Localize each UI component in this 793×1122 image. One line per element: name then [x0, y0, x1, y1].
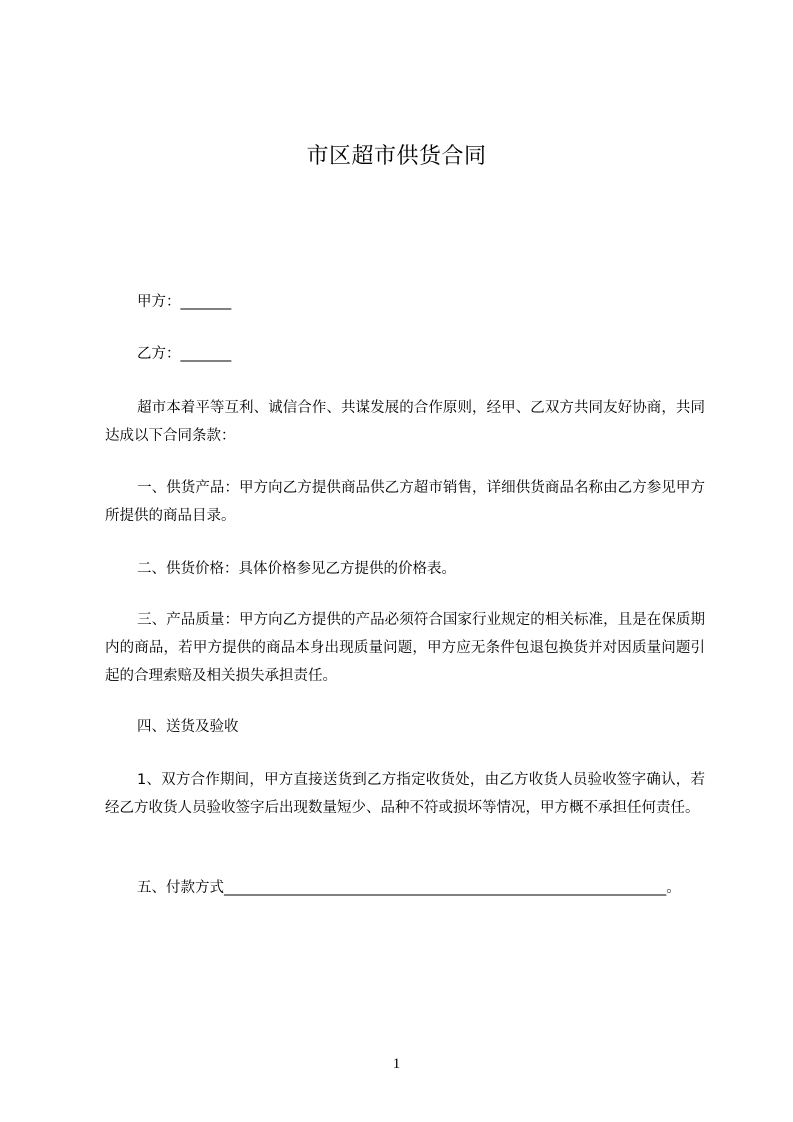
clause-4-1-paragraph	[105, 766, 705, 822]
clause-4-heading	[105, 713, 705, 741]
clause-5-paragraph	[105, 874, 705, 902]
clause-5-text: 五、付款方式_____________________________________________________________。	[137, 880, 681, 896]
clause-1-paragraph	[105, 474, 705, 530]
clause-2-paragraph	[105, 555, 705, 583]
intro-text: 超市本着平等互利、诚信合作、共谋发展的合作原则，经甲、乙双方共同友好协商，共同达成以下合同条款：	[105, 400, 705, 444]
party-b-text: 乙方：_______	[137, 346, 232, 362]
clause-1-text: 一、供货产品：甲方向乙方提供商品供乙方超市销售，详细供货商品名称由乙方参见甲方所提供的商品目录。	[105, 480, 705, 524]
document-title: 市区超市供货合同	[306, 144, 487, 169]
page-number: 1	[392, 1056, 401, 1072]
party-a-line	[105, 288, 705, 316]
clause-2-text: 二、供货价格：具体价格参见乙方提供的价格表。	[137, 561, 456, 577]
party-a-text: 甲方：_______	[137, 294, 232, 310]
party-b-line	[105, 340, 705, 368]
clause-3-text: 三、产品质量：甲方向乙方提供的产品必须符合国家行业规定的相关标准，且是在保质期内的商品，若甲方提供的商品本身出现质量问题，甲方应无条件包退包换货并对因质量问题引起的合理索赔及相关损失承担责任。	[105, 612, 705, 684]
clause-4-heading-text: 四、送货及验收	[137, 719, 239, 735]
clause-4-1-text: 1、双方合作期间，甲方直接送货到乙方指定收货处，由乙方收货人员验收签字确认，若经乙方收货人员验收签字后出现数量短少、品种不符或损坏等情况，甲方概不承担任何责任。	[105, 772, 705, 816]
clause-3-paragraph	[105, 606, 705, 690]
intro-paragraph	[105, 394, 705, 450]
